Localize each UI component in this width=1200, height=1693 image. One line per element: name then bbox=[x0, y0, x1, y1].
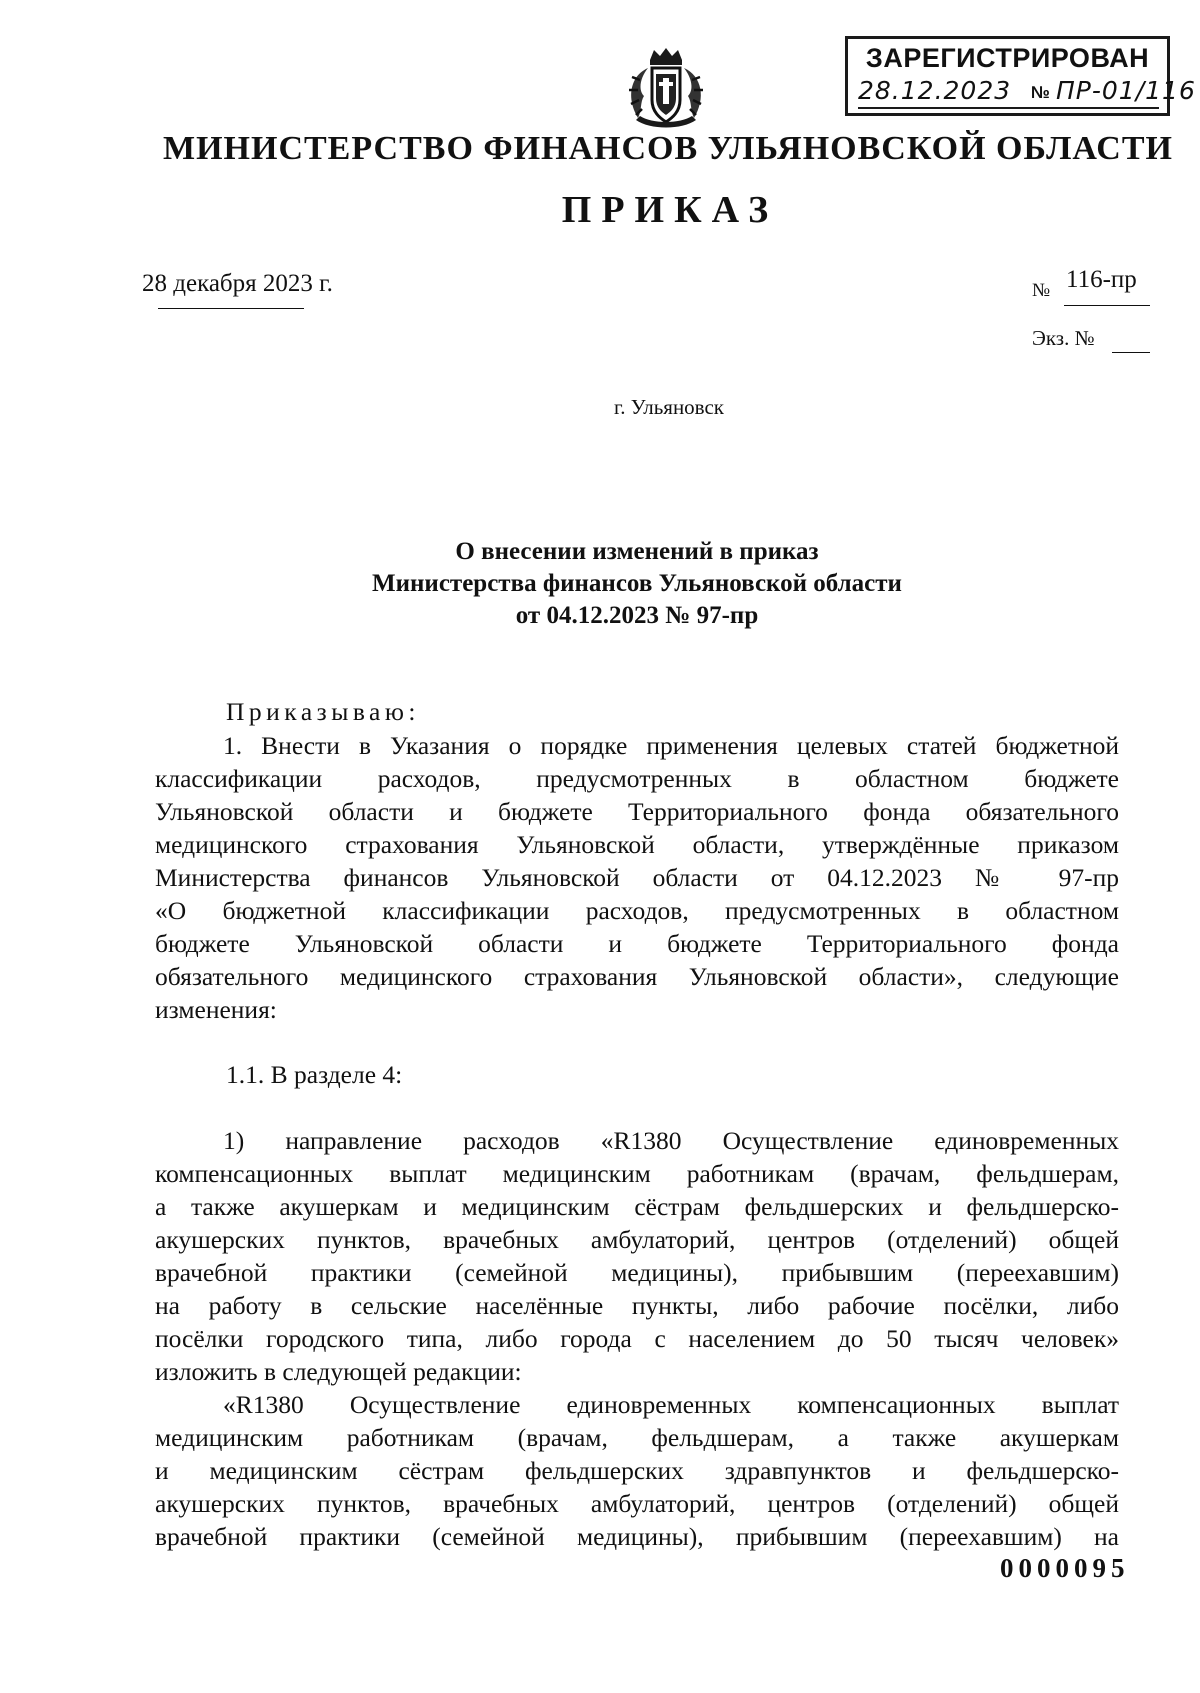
page-serial-number: 0000095 bbox=[1000, 1553, 1130, 1583]
paragraph-line: бюджете Ульяновской области и бюджете Территориального фонда bbox=[155, 929, 1119, 958]
paragraph-line: классификации расходов, предусмотренных в областном бюджете bbox=[155, 764, 1119, 793]
paragraph-line: компенсационных выплат медицинским работникам (врачам, фельдшерам, bbox=[155, 1159, 1119, 1188]
stamp-number-label: № bbox=[1031, 83, 1050, 102]
subject-line: от 04.12.2023 № 97-пр bbox=[515, 602, 759, 629]
registration-stamp bbox=[845, 36, 1196, 116]
stamp-date: 28.12.2023 bbox=[858, 76, 1012, 105]
paragraph-line: на работу в сельские населённые пункты, либо рабочие посёлки, либо bbox=[155, 1291, 1119, 1320]
paragraph-line: 1. Внести в Указания о порядке применения целевых статей бюджетной bbox=[223, 731, 1119, 760]
order-number: 116-пр bbox=[1066, 266, 1137, 293]
paragraph-line: а также акушеркам и медицинским сёстрам фельдшерских и фельдшерско- bbox=[155, 1192, 1119, 1221]
document-type-title: ПРИКАЗ bbox=[561, 189, 779, 231]
paragraph-line: врачебной практики (семейной медицины), прибывшим (переехавшим) на bbox=[155, 1522, 1119, 1551]
number-underline bbox=[1064, 305, 1150, 306]
stamp-title: ЗАРЕГИСТРИРОВАН bbox=[865, 43, 1150, 73]
paragraph-line: и медицинским сёстрам фельдшерских здравпунктов и фельдшерско- bbox=[155, 1456, 1119, 1485]
date-underline bbox=[158, 308, 304, 309]
paragraph-line: медицинским работникам (врачам, фельдшерам, а также акушеркам bbox=[155, 1423, 1119, 1452]
order-word: Приказываю: bbox=[226, 697, 420, 726]
copy-number-blank bbox=[1112, 352, 1150, 353]
paragraph-line: посёлки городского типа, либо города с населением до 50 тысяч человек» bbox=[155, 1324, 1119, 1353]
section-heading: 1.1. В разделе 4: bbox=[226, 1060, 403, 1089]
paragraph-line: Министерства финансов Ульяновской области от 04.12.2023 № 97-пр bbox=[155, 863, 1119, 892]
paragraph-line: «О бюджетной классификации расходов, предусмотренных в областном bbox=[155, 896, 1119, 925]
coat-of-arms-icon bbox=[620, 46, 712, 132]
paragraph-line: врачебной практики (семейной медицины), прибывшим (переехавшим) bbox=[155, 1258, 1119, 1287]
subject-line: О внесении изменений в приказ bbox=[455, 538, 819, 565]
order-subject bbox=[0, 536, 1200, 632]
order-date: 28 декабря 2023 г. bbox=[142, 270, 333, 297]
stamp-underline bbox=[858, 107, 1159, 109]
ministry-name: МИНИСТЕРСТВО ФИНАНСОВ УЛЬЯНОВСКОЙ ОБЛАСТИ bbox=[163, 130, 1173, 167]
order-number-sign: № bbox=[1032, 280, 1051, 301]
paragraph-line: изложить в следующей редакции: bbox=[155, 1357, 522, 1386]
paragraph-line: акушерских пунктов, врачебных амбулаторий, центров (отделений) общей bbox=[155, 1225, 1119, 1254]
paragraph-line: Ульяновской области и бюджете Территориального фонда обязательного bbox=[155, 797, 1119, 826]
stamp-number: ПР-01/116 bbox=[1056, 76, 1196, 105]
paragraph-line: изменения: bbox=[155, 995, 277, 1024]
paragraph-line: «R1380 Осуществление единовременных компенсационных выплат bbox=[223, 1390, 1119, 1419]
paragraph-line: медицинского страхования Ульяновской области, утверждённые приказом bbox=[155, 830, 1119, 859]
paragraph-line: обязательного медицинского страхования Ульяновской области», следующие bbox=[155, 962, 1119, 991]
city: г. Ульяновск bbox=[613, 395, 724, 419]
copy-number-label: Экз. № bbox=[1032, 326, 1095, 350]
subject-line: Министерства финансов Ульяновской области bbox=[372, 570, 902, 597]
paragraph-line: 1) направление расходов «R1380 Осуществление единовременных bbox=[223, 1126, 1119, 1155]
paragraph-line: акушерских пунктов, врачебных амбулаторий, центров (отделений) общей bbox=[155, 1489, 1119, 1518]
